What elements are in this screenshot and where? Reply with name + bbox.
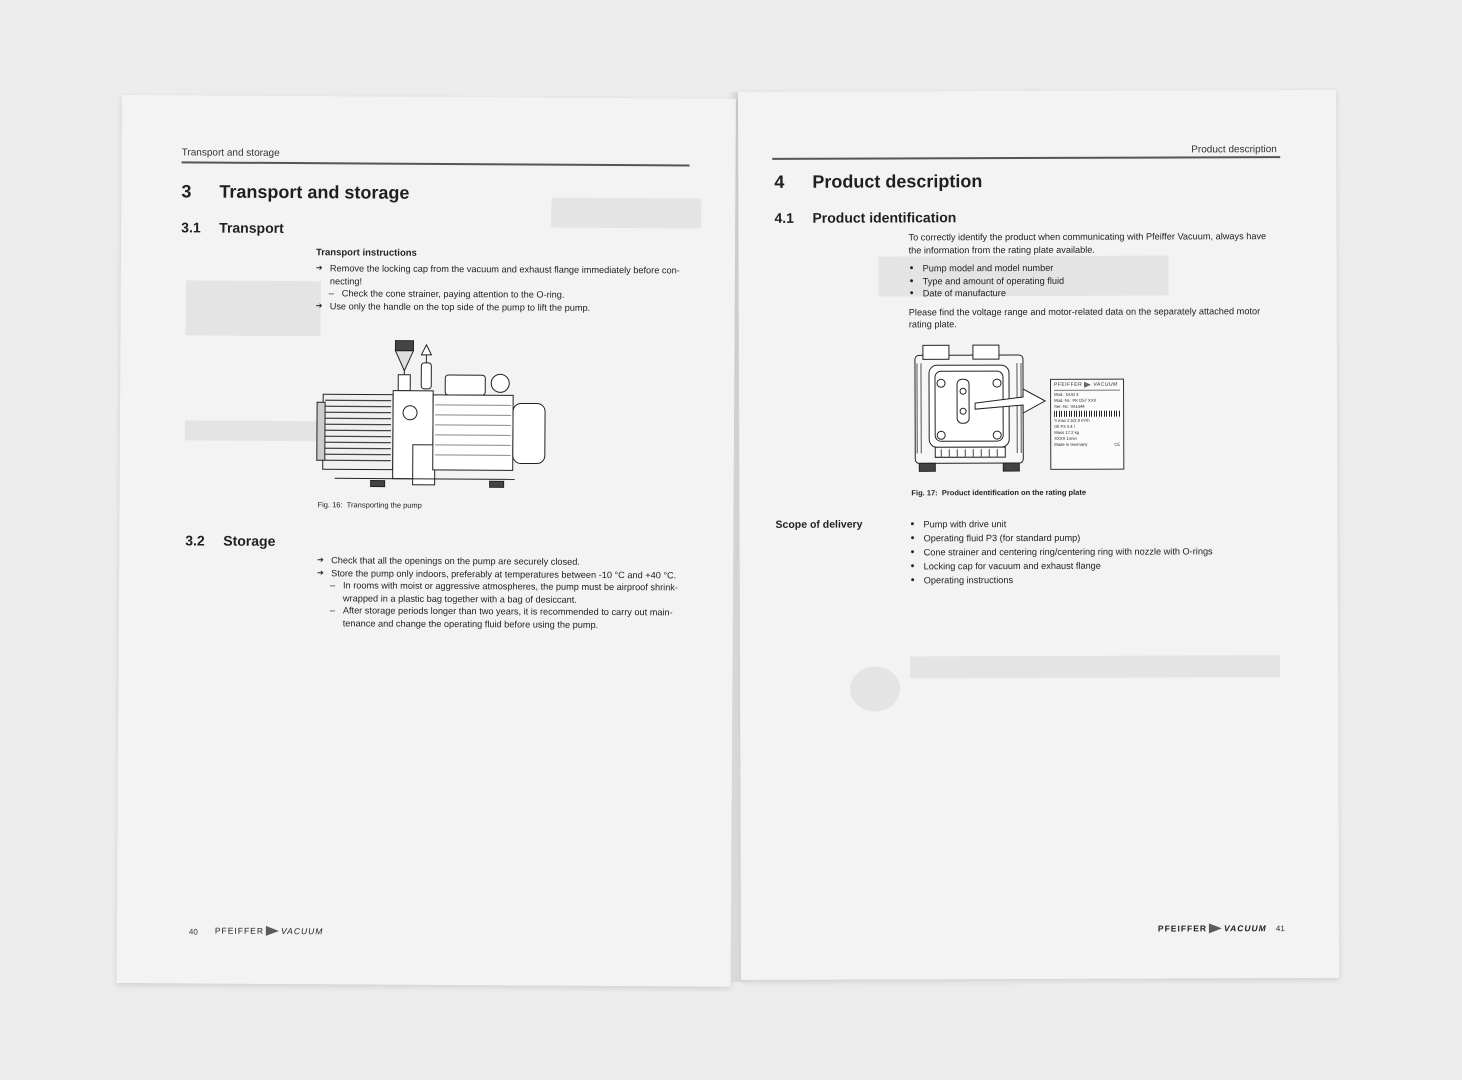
chapter-heading: [181, 181, 409, 203]
header-rule: [182, 161, 690, 166]
intro-text: To correctly identify the product when communicating with Pfeiffer Vacuum, always have the information from the rating plate available.: [908, 231, 1267, 255]
plate-brand-left: PFEIFFER: [1054, 381, 1083, 388]
scope-item: • Cone strainer and centering ring/centering ring with nozzle with O-rings: [910, 544, 1282, 559]
fig16-caption: [317, 500, 421, 510]
storage-instructions: [317, 554, 689, 631]
rating-plate: [1050, 379, 1124, 470]
plate-line: Ser.-Nr.: 001444: [1054, 403, 1085, 409]
logo-arrow-icon: [266, 926, 279, 936]
right-page: [738, 90, 1339, 980]
fig17-text: Product identification on the rating plate: [941, 487, 1087, 498]
chapter-title: Transport and storage: [219, 181, 410, 203]
transport-instructions: [316, 262, 691, 314]
plate-barcode: [1054, 411, 1120, 417]
voltage-note: Please find the voltage range and motor-related data on the separately attached motor rating plate.: [908, 305, 1261, 330]
instructions-title: Transport instructions: [316, 247, 417, 259]
transport-item: ➔ Remove the locking cap from the vacuum and exhaust flange immediately before con-necting!: [316, 262, 691, 289]
chapter-title: Product description: [812, 171, 983, 192]
logo-right: VACUUM: [1223, 923, 1267, 934]
section-title: Transport: [219, 219, 284, 236]
chapter-heading: [774, 171, 982, 193]
transport-item: ➔ Use only the handle on the top side of the pump to lift the pump.: [316, 300, 691, 315]
scope-item: • Operating instructions: [910, 572, 1282, 587]
id-item: • Type and amount of operating fluid: [909, 274, 1281, 288]
scope-label: Scope of delivery: [775, 518, 863, 531]
section-title: Product identification: [812, 209, 957, 226]
plate-line: Oil P3 0.4 l: [1054, 423, 1075, 429]
storage-item: ➔ Store the pump only indoors, preferably at temperatures between -10 °C and +40 °C.: [317, 567, 689, 582]
left-page: [117, 95, 736, 987]
section-number: 3.2: [185, 532, 205, 549]
plate-footer: Made in Germany: [1054, 441, 1088, 447]
page-number: 40: [188, 927, 198, 937]
plate-line: Mod.: DUO 3: [1054, 391, 1079, 397]
pfeiffer-vacuum-logo: [215, 926, 324, 937]
plate-line: S max 2.5/2.9 m³/h: [1054, 417, 1090, 423]
section-heading-identification: [774, 209, 956, 226]
storage-subitem: – After storage periods longer than two years, it is recommended to carry out main-tenance and change the operating fluid before using the pump.: [317, 604, 689, 631]
running-head: Product description: [1191, 144, 1277, 156]
section-heading-transport: [181, 219, 284, 236]
transport-subitem: – Check the cone strainer, paying attention to the O-ring.: [316, 287, 691, 302]
chapter-number: 3: [181, 181, 192, 202]
fig16-text: Transporting the pump: [346, 500, 422, 510]
plate-logo-arrow-icon: [1084, 382, 1091, 388]
section-title: Storage: [223, 532, 276, 549]
id-item: • Pump model and model number: [909, 261, 1281, 275]
storage-subitem: – In rooms with moist or aggressive atmospheres, the pump must be airproof shrink-wrapped in a plastic bag together with a bag of desiccant.: [317, 579, 689, 606]
plate-brand-right: VACUUM: [1093, 381, 1118, 388]
logo-left: PFEIFFER: [214, 925, 265, 936]
plate-line: Mass 17.2 kg: [1054, 429, 1080, 435]
storage-item: ➔ Check that all the openings on the pump are securely closed.: [317, 554, 689, 569]
plate-line: XXXX 1/min: [1054, 435, 1077, 441]
fig17-label: Fig. 17:: [911, 488, 938, 498]
logo-left: PFEIFFER: [1157, 923, 1208, 934]
pfeiffer-vacuum-logo: [1158, 923, 1267, 933]
id-item: • Date of manufacture: [909, 286, 1281, 300]
fig16-label: Fig. 16:: [317, 500, 343, 510]
header-rule: [772, 156, 1280, 160]
chapter-number: 4: [774, 171, 785, 192]
scope-list: [909, 516, 1281, 587]
logo-right: VACUUM: [280, 925, 324, 937]
scope-item: • Locking cap for vacuum and exhaust flange: [910, 558, 1282, 573]
pump-illustration: [315, 334, 566, 501]
section-number: 3.1: [181, 219, 201, 236]
scope-item: • Pump with drive unit: [909, 516, 1281, 531]
identification-text: [908, 230, 1280, 331]
scope-item: • Operating fluid P3 (for standard pump): [910, 530, 1282, 545]
plate-ce-mark: CE: [1114, 441, 1121, 447]
logo-arrow-icon: [1209, 923, 1222, 933]
page-number: 41: [1275, 924, 1285, 934]
fig17-caption: [911, 488, 1086, 498]
section-number: 4.1: [774, 209, 794, 226]
plate-line: Mod.-Nr.: PK D57 XXX: [1054, 397, 1097, 403]
running-head: Transport and storage: [181, 147, 280, 159]
section-heading-storage: [185, 532, 275, 549]
